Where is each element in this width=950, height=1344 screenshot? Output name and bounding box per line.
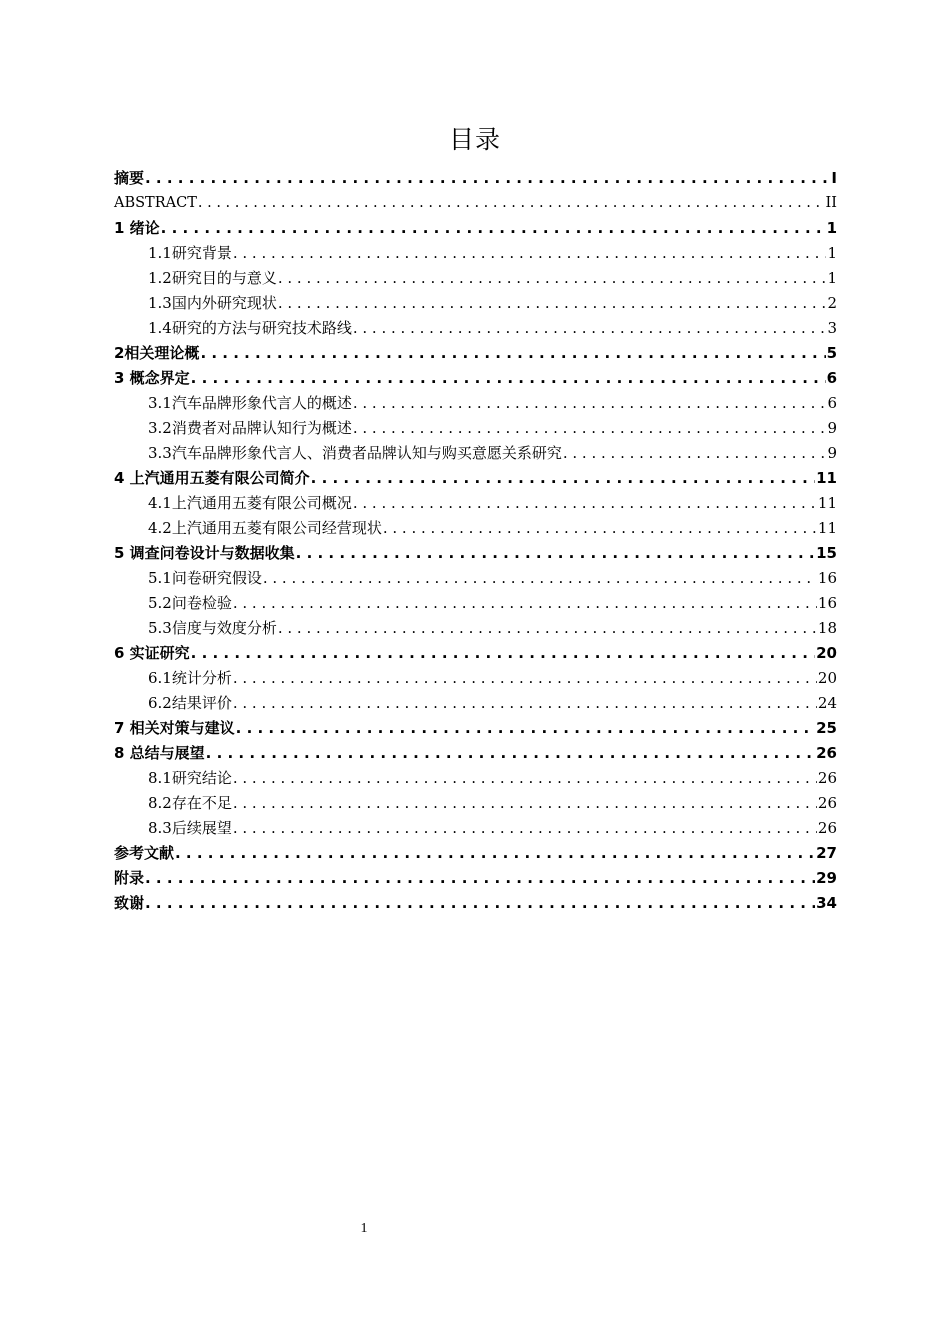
toc-entry-page: 3	[827, 319, 837, 337]
toc-dot-leader	[353, 491, 817, 516]
toc-entry-chapter[interactable]	[114, 891, 837, 916]
toc-entry-chapter[interactable]	[114, 841, 837, 866]
toc-dot-leader	[200, 341, 825, 366]
toc-entry-label: 参考文献	[114, 844, 175, 862]
toc-entry-page: 9	[827, 419, 837, 437]
toc-entry-label: 1.1研究背景	[148, 244, 232, 262]
toc-entry-section[interactable]	[114, 491, 837, 516]
toc-dot-leader	[296, 541, 815, 566]
toc-entry-label: 致谢	[114, 894, 145, 912]
toc-entry-page: 9	[827, 444, 837, 462]
toc-entry-page: 6	[826, 369, 837, 387]
toc-entry-page: 11	[817, 494, 837, 512]
toc-dot-leader	[233, 241, 827, 266]
toc-entry-label: ABSTRACT	[114, 195, 197, 211]
toc-dot-leader	[161, 216, 826, 241]
toc-entry-label: 5.2问卷检验	[148, 594, 232, 612]
toc-entry-page: 25	[816, 719, 837, 737]
toc-entry-page: 24	[817, 694, 837, 712]
toc-dot-leader	[353, 316, 827, 341]
toc-entry-section[interactable]	[114, 691, 837, 716]
toc-dot-leader	[263, 566, 817, 591]
toc-dot-leader	[278, 266, 827, 291]
toc-entry-page: 26	[817, 819, 837, 837]
toc-entry-section[interactable]	[114, 391, 837, 416]
toc-dot-leader	[145, 166, 830, 191]
toc-dot-leader	[278, 291, 827, 316]
toc-entry-page: 20	[816, 644, 837, 662]
toc-dot-leader	[191, 366, 826, 391]
toc-dot-leader	[145, 866, 815, 891]
toc-entry-label: 6.2结果评价	[148, 694, 232, 712]
toc-entry-page: 6	[827, 394, 837, 412]
toc-entry-page: 1	[826, 219, 837, 237]
toc-entry-section[interactable]	[114, 441, 837, 466]
toc-entry-label: 4.1上汽通用五菱有限公司概况	[148, 494, 352, 512]
toc-entry-chapter[interactable]	[114, 341, 837, 366]
toc-entry-section[interactable]	[114, 416, 837, 441]
toc-entry-page: 11	[816, 469, 837, 487]
toc-entry-chapter[interactable]	[114, 166, 837, 191]
toc-entry-page: I	[831, 169, 837, 187]
toc-entry-page: 11	[817, 519, 837, 537]
toc-dot-leader	[145, 891, 815, 916]
toc-entry-chapter[interactable]	[114, 541, 837, 566]
toc-entry-section[interactable]	[114, 816, 837, 841]
toc-entry-label: 8.1研究结论	[148, 769, 232, 787]
toc-entry-label: 8.2存在不足	[148, 794, 232, 812]
table-of-contents	[114, 166, 837, 916]
toc-entry-section[interactable]	[114, 791, 837, 816]
toc-entry-chapter[interactable]	[114, 366, 837, 391]
toc-entry-chapter[interactable]	[114, 191, 837, 216]
toc-dot-leader	[353, 416, 827, 441]
toc-dot-leader	[191, 641, 815, 666]
toc-entry-section[interactable]	[114, 616, 837, 641]
toc-entry-page: 20	[817, 669, 837, 687]
toc-dot-leader	[278, 616, 817, 641]
toc-entry-page: 16	[817, 569, 837, 587]
toc-dot-leader	[353, 391, 827, 416]
toc-entry-section[interactable]	[114, 566, 837, 591]
toc-entry-chapter[interactable]	[114, 741, 837, 766]
toc-dot-leader	[233, 791, 817, 816]
toc-entry-chapter[interactable]	[114, 716, 837, 741]
toc-entry-page: 29	[816, 869, 837, 887]
toc-entry-page: 2	[827, 294, 837, 312]
toc-entry-label: 6.1统计分析	[148, 669, 232, 687]
toc-entry-page: 27	[816, 844, 837, 862]
toc-dot-leader	[233, 666, 817, 691]
toc-entry-page: 15	[816, 544, 837, 562]
toc-entry-section[interactable]	[114, 766, 837, 791]
toc-entry-label: 5.3信度与效度分析	[148, 619, 277, 637]
toc-entry-section[interactable]	[114, 591, 837, 616]
toc-entry-page: 34	[816, 894, 837, 912]
toc-entry-label: 4.2上汽通用五菱有限公司经营现状	[148, 519, 382, 537]
toc-dot-leader	[233, 766, 817, 791]
toc-dot-leader	[206, 741, 815, 766]
toc-dot-leader	[175, 841, 815, 866]
toc-entry-page: 1	[827, 269, 837, 287]
toc-entry-page: 26	[817, 794, 837, 812]
toc-entry-page: 26	[817, 769, 837, 787]
toc-dot-leader	[233, 591, 817, 616]
toc-entry-page: 18	[817, 619, 837, 637]
toc-dot-leader	[233, 691, 817, 716]
toc-entry-label: 2相关理论概	[114, 344, 200, 362]
toc-entry-label: 3.1汽车品牌形象代言人的概述	[148, 394, 352, 412]
toc-entry-page: 5	[826, 344, 837, 362]
toc-entry-page: II	[825, 195, 837, 211]
toc-entry-section[interactable]	[114, 241, 837, 266]
page-title: 目录	[448, 125, 501, 154]
toc-entry-section[interactable]	[114, 266, 837, 291]
toc-entry-page: 16	[817, 594, 837, 612]
toc-entry-chapter[interactable]	[114, 641, 837, 666]
toc-entry-label: 3 概念界定	[114, 369, 190, 387]
toc-entry-label: 7 相关对策与建议	[114, 719, 235, 737]
toc-entry-label: 3.3汽车品牌形象代言人、消费者品牌认知与购买意愿关系研究	[148, 444, 562, 462]
toc-entry-label: 1 绪论	[114, 219, 160, 237]
toc-dot-leader	[198, 191, 825, 216]
toc-dot-leader	[236, 716, 815, 741]
toc-entry-chapter[interactable]	[114, 216, 837, 241]
toc-entry-label: 6 实证研究	[114, 644, 190, 662]
toc-entry-label: 摘要	[114, 169, 145, 187]
toc-entry-label: 8 总结与展望	[114, 744, 205, 762]
toc-dot-leader	[233, 816, 817, 841]
toc-entry-section[interactable]	[114, 516, 837, 541]
toc-entry-label: 4 上汽通用五菱有限公司简介	[114, 469, 310, 487]
toc-entry-chapter[interactable]	[114, 866, 837, 891]
toc-entry-label: 3.2消费者对品牌认知行为概述	[148, 419, 352, 437]
toc-entry-page: 1	[827, 244, 837, 262]
page-number: 1	[360, 1221, 368, 1236]
toc-entry-label: 1.4研究的方法与研究技术路线	[148, 319, 352, 337]
toc-dot-leader	[383, 516, 817, 541]
toc-entry-label: 1.3国内外研究现状	[148, 294, 277, 312]
toc-entry-label: 1.2研究目的与意义	[148, 269, 277, 287]
toc-entry-chapter[interactable]	[114, 466, 837, 491]
toc-entry-section[interactable]	[114, 316, 837, 341]
toc-entry-label: 5.1问卷研究假设	[148, 569, 262, 587]
toc-entry-label: 附录	[114, 869, 145, 887]
toc-entry-section[interactable]	[114, 666, 837, 691]
toc-entry-label: 5 调查问卷设计与数据收集	[114, 544, 295, 562]
toc-dot-leader	[563, 441, 827, 466]
toc-dot-leader	[311, 466, 815, 491]
toc-entry-section[interactable]	[114, 291, 837, 316]
toc-entry-page: 26	[816, 744, 837, 762]
toc-entry-label: 8.3后续展望	[148, 819, 232, 837]
